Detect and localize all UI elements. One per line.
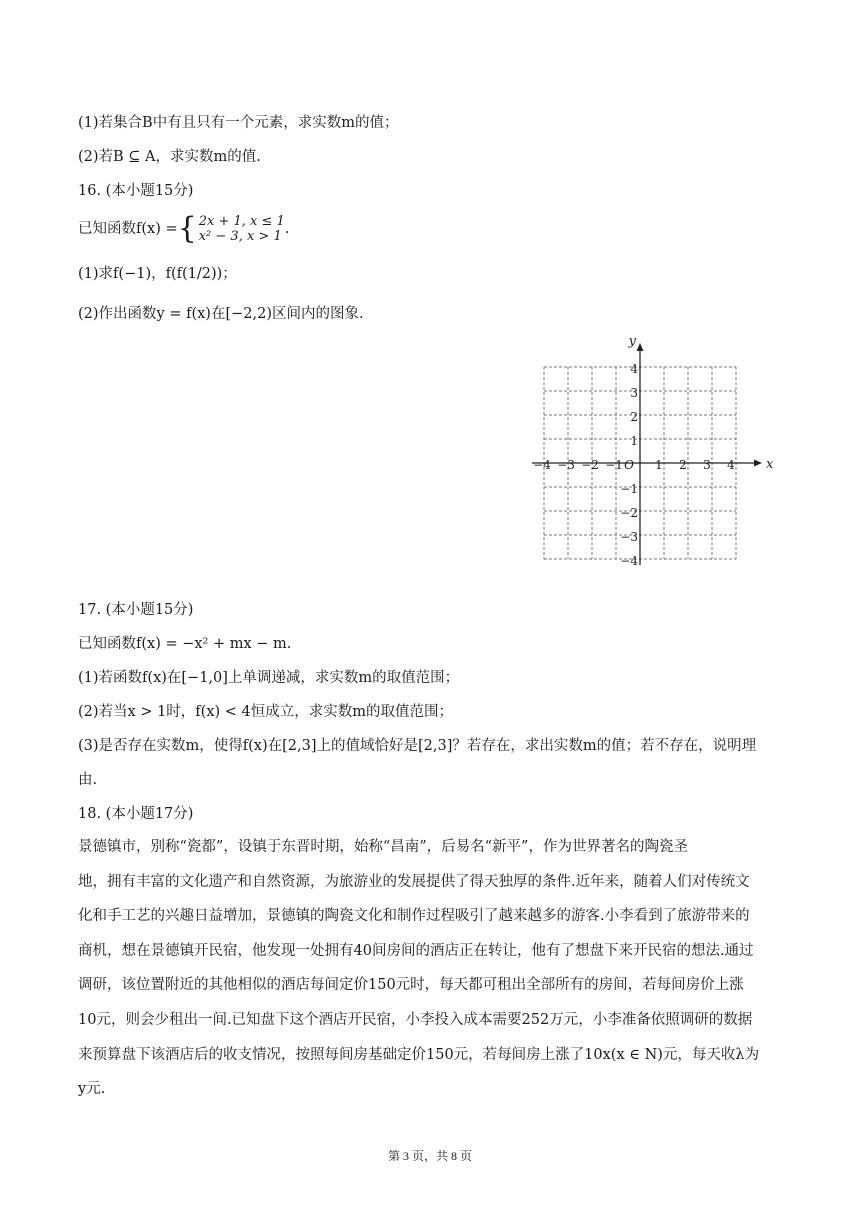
y-tick-label: −1 bbox=[620, 482, 638, 496]
q18-line: 景德镇市，别称“瓷都”，设镇于东晋时期，始称“昌南”，后易名“新平”，作为世界著名的陶瓷圣 bbox=[78, 839, 688, 855]
x-tick-label: 2 bbox=[679, 458, 687, 472]
q15-part1: (1)若集合B中有且只有一个元素，求实数m的值； bbox=[78, 115, 399, 131]
q18-line: 调研，该位置附近的其他相似的酒店每间定价150元时，每天都可租出全部所有的房间，若每间房价上涨 bbox=[78, 977, 744, 994]
q18-line: 10元，则会少租出一间.已知盘下这个酒店开民宿，小李投入成本需要252万元，小李准备依照调研的数据 bbox=[78, 1011, 753, 1028]
y-tick-label: −4 bbox=[620, 554, 638, 565]
y-tick-label: −3 bbox=[620, 530, 638, 544]
q16-part2: (2)作出函数y = f(x)在[−2,2)区间内的图象. bbox=[78, 306, 364, 322]
q17-part1: (1)若函数f(x)在[−1,0]上单调递减，求实数m的取值范围； bbox=[78, 670, 460, 686]
q18-line: 地，拥有丰富的文化遗产和自然资源，为旅游业的发展提供了得天独厚的条件.近年来，随着人们对传统文 bbox=[78, 873, 750, 890]
q17-part2: (2)若当x > 1时，f(x) < 4恒成立，求实数m的取值范围； bbox=[78, 704, 454, 720]
q18-body bbox=[78, 830, 780, 1107]
coordinate-grid-figure bbox=[528, 330, 778, 565]
x-tick-label: 4 bbox=[727, 458, 735, 472]
x-tick-label: −2 bbox=[581, 458, 599, 472]
q17-heading: 17. (本小题15分) bbox=[78, 602, 194, 618]
q16-stem bbox=[78, 211, 289, 247]
y-tick-label: 2 bbox=[630, 410, 638, 424]
q18-line: y元. bbox=[78, 1081, 106, 1098]
q17-stem: 已知函数f(x) = −x² + mx − m. bbox=[78, 636, 292, 652]
y-tick-label: 3 bbox=[630, 386, 638, 400]
x-axis-label: x bbox=[766, 457, 774, 472]
y-tick-label: 1 bbox=[630, 434, 638, 448]
y-tick-label: 4 bbox=[630, 362, 638, 376]
y-axis-label: y bbox=[628, 334, 636, 349]
q16-heading: 16. (本小题15分) bbox=[78, 183, 194, 199]
q16-stem-suffix: . bbox=[284, 221, 290, 237]
q18-heading: 18. (本小题17分) bbox=[78, 806, 194, 822]
x-tick-label: 1 bbox=[655, 458, 663, 472]
y-axis-arrow-icon bbox=[637, 343, 644, 351]
q16-part1: (1)求f(−1)，f(f(1/2))； bbox=[78, 266, 237, 282]
x-tick-label: −1 bbox=[605, 458, 623, 472]
q18-line: 来预算盘下该酒店后的收支情况，按照每间房基础定价150元，若每间房上涨了10x(x ∈ N)元，每天收λ为 bbox=[78, 1046, 760, 1063]
piecewise-case-2: x² − 3, x > 1 bbox=[198, 229, 282, 244]
x-tick-label: −3 bbox=[557, 458, 575, 472]
y-tick-label: −2 bbox=[620, 506, 638, 520]
x-tick-label: 3 bbox=[703, 458, 711, 472]
x-axis-arrow-icon bbox=[754, 460, 762, 467]
piecewise-case-1: 2x + 1, x ≤ 1 bbox=[198, 214, 285, 229]
x-tick-label: −4 bbox=[533, 458, 551, 472]
q17-part3-line2: 由. bbox=[78, 772, 98, 788]
q18-line: 化和手工艺的兴趣日益增加，景德镇的陶瓷文化和制作过程吸引了越来越多的游客.小李看到了旅游带来的 bbox=[78, 908, 750, 925]
piecewise-brace bbox=[177, 211, 285, 246]
page-footer: 第 3 页，共 8 页 bbox=[387, 1149, 472, 1163]
origin-label: O bbox=[624, 458, 634, 472]
q17-part3-line1: (3)是否存在实数m，使得f(x)在[2,3]上的值域恰好是[2,3]？若存在，求出实数m的值；若不存在，说明理 bbox=[78, 738, 757, 754]
q18-line: 商机，想在景德镇开民宿，他发现一处拥有40间房间的酒店正在转让，他有了想盘下来开民宿的想法.通过 bbox=[78, 942, 754, 959]
q15-part2: (2)若B ⊆ A，求实数m的值. bbox=[78, 149, 261, 165]
q16-stem-prefix: 已知函数f(x) = bbox=[78, 221, 178, 237]
left-brace-symbol: { bbox=[177, 211, 197, 246]
